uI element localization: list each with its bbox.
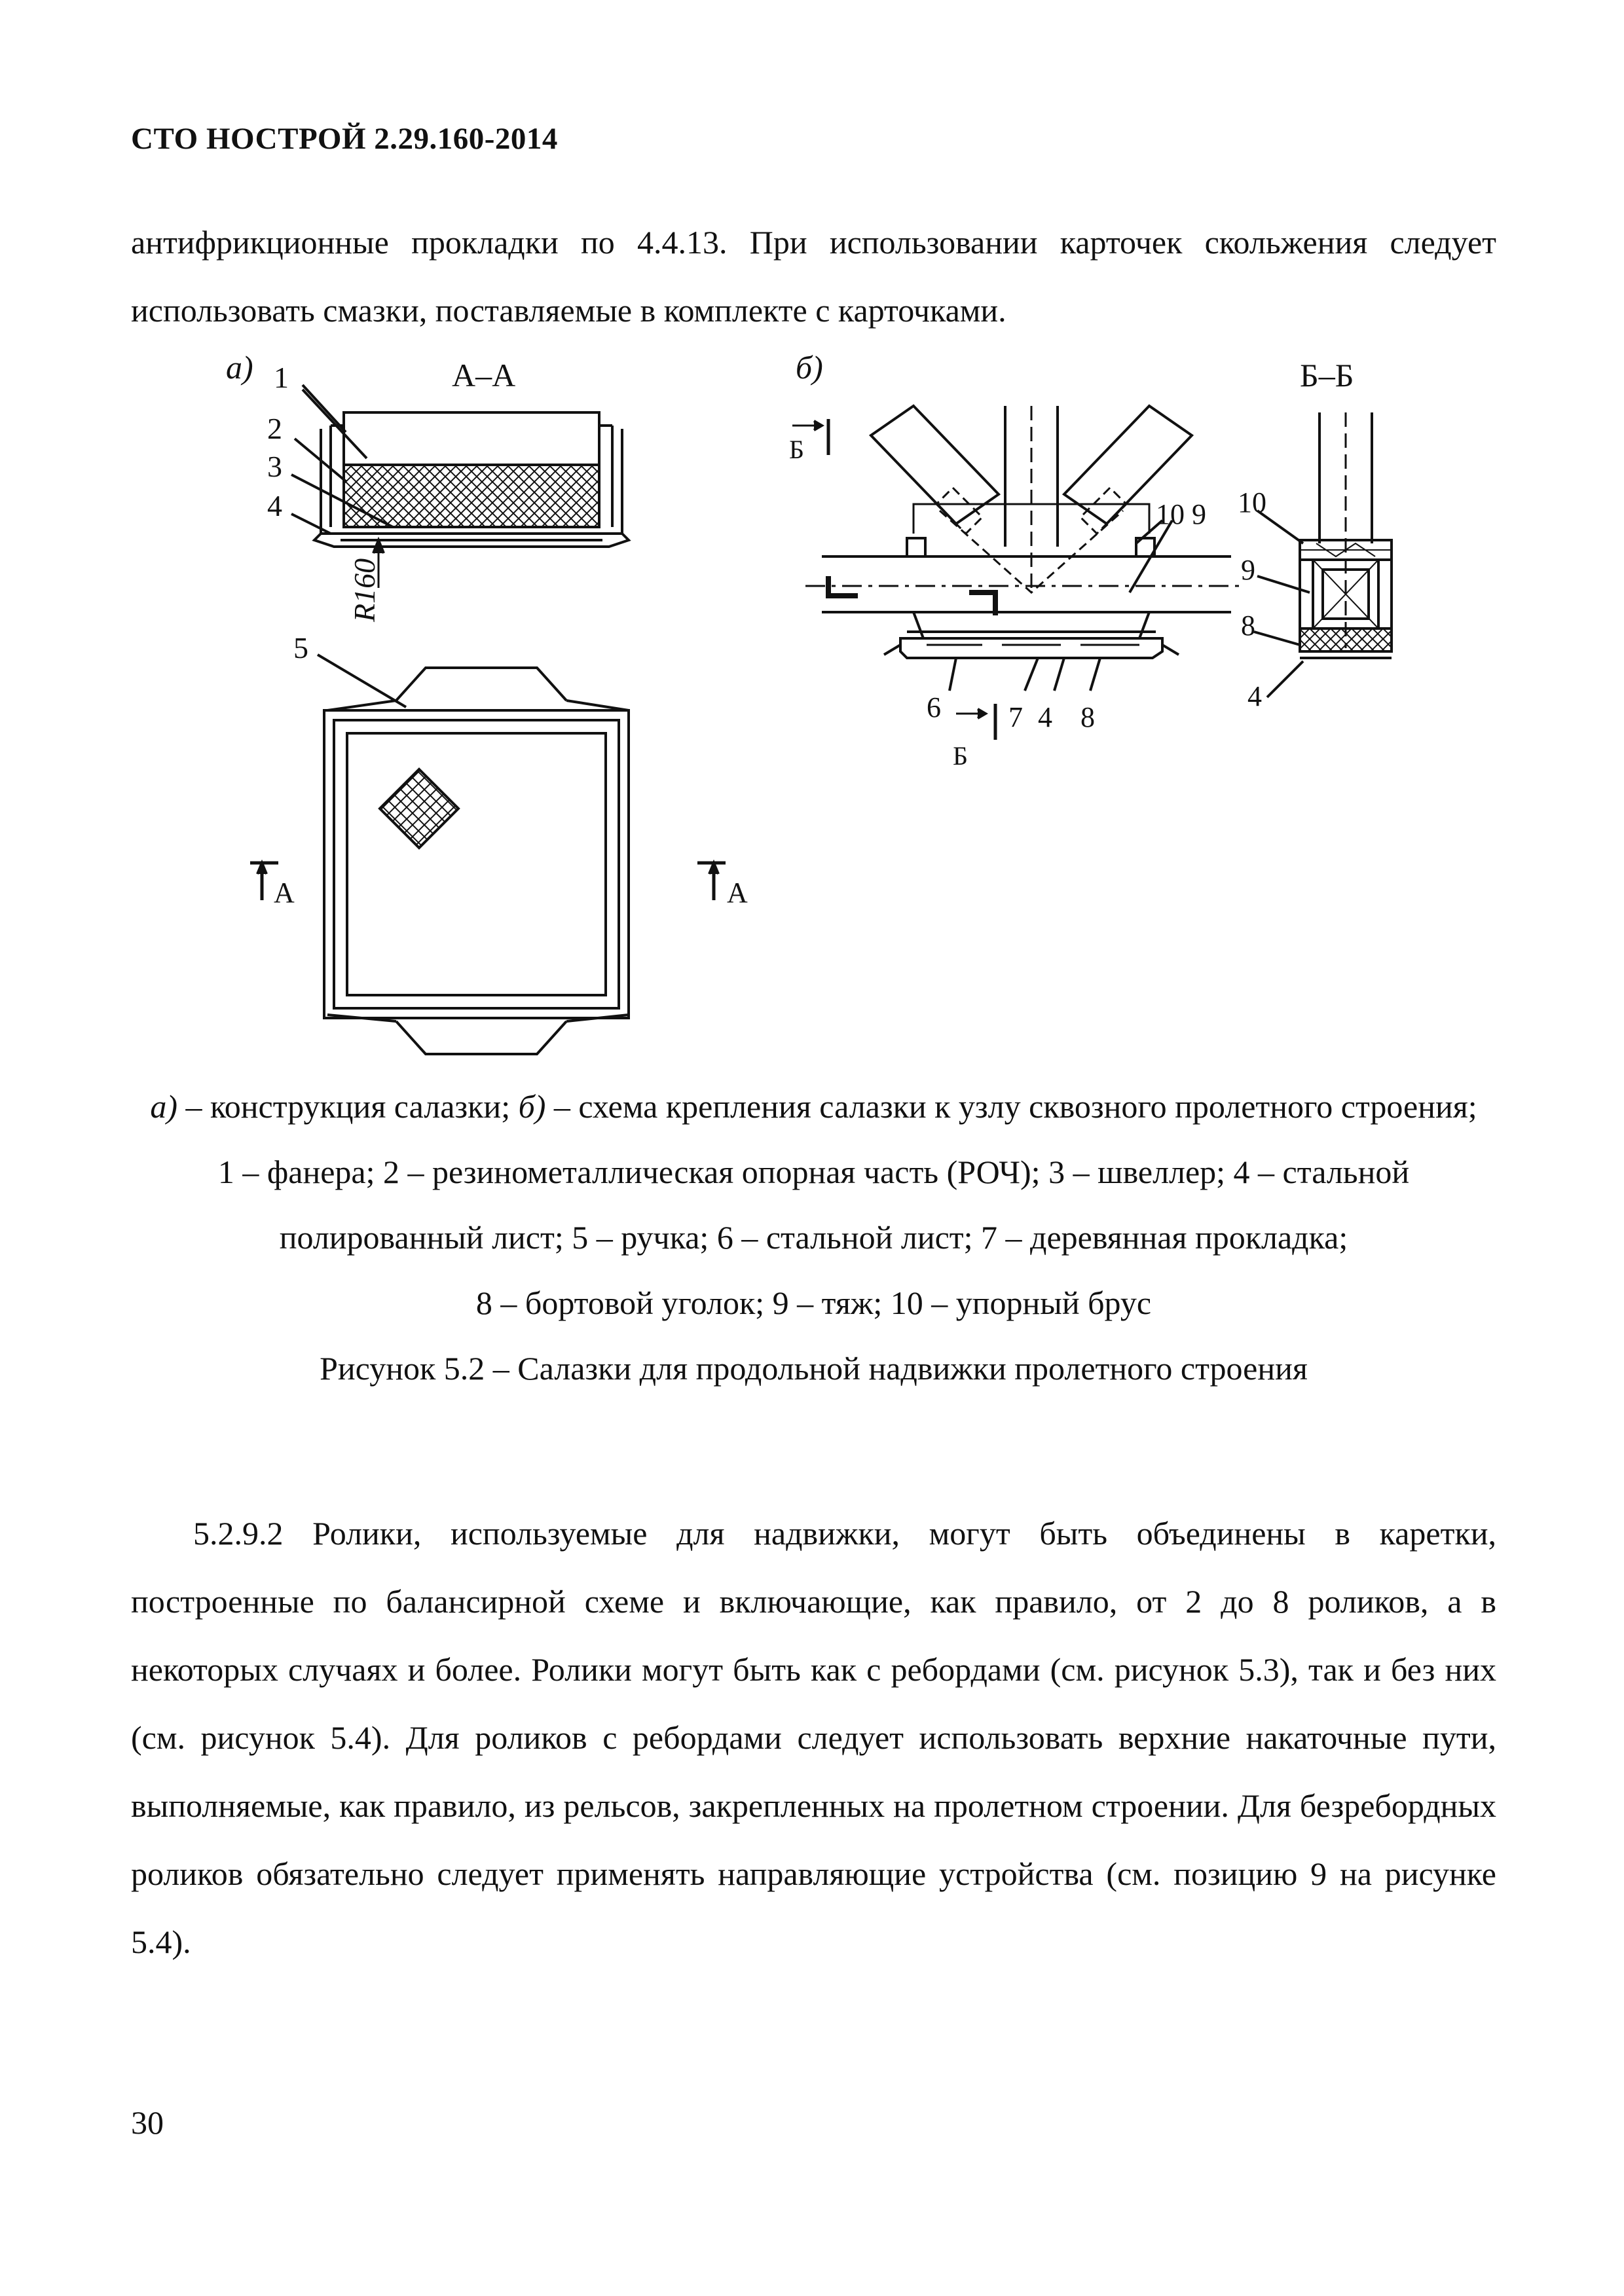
figure-5-2-drawing	[0, 0, 1624, 1113]
cut-label-a-left: А	[274, 877, 295, 909]
callout-4-b: 4	[1038, 701, 1052, 733]
cut-label-b-top: Б	[789, 435, 804, 464]
callout-4-bb: 4	[1247, 680, 1262, 712]
cut-label-a-right: А	[727, 877, 748, 909]
figure-caption	[131, 1074, 1496, 1401]
caption-b-text: – схема крепления салазки к узлу сквозного пролетного строения;	[545, 1088, 1477, 1125]
radius-label: R160	[348, 558, 381, 622]
callout-1-a: 1	[274, 361, 289, 394]
callout-3-a: 3	[267, 450, 282, 483]
callout-5: 5	[293, 631, 308, 665]
document-header: СТО НОСТРОЙ 2.29.160-2014	[131, 122, 558, 156]
callout-4-a: 4	[267, 489, 282, 522]
section-bb-view	[1238, 357, 1392, 712]
section-bb-label: Б–Б	[1300, 357, 1354, 393]
intro-paragraph: антифрикционные прокладки по 4.4.13. При использовании карточек скольжения следует использовать смазки, поставляемые в комплекте с карточками.	[131, 224, 1496, 329]
caption-line-3: 8 – бортовой уголок; 9 – тяж; 10 – упорный брус	[475, 1285, 1152, 1321]
callout-10-b: 10	[1156, 498, 1185, 530]
caption-a-text: – конструкция салазки;	[177, 1088, 519, 1125]
callout-2-a: 2	[267, 412, 282, 445]
callout-10-bb: 10	[1238, 486, 1266, 519]
caption-b-label: б)	[518, 1088, 546, 1125]
section-aa-label: А–А	[452, 357, 516, 393]
callout-9-b: 9	[1192, 498, 1206, 530]
cut-label-b-bottom: Б	[953, 741, 968, 771]
callout-6: 6	[927, 691, 941, 723]
callout-8-b: 8	[1080, 701, 1095, 733]
figure-title: Рисунок 5.2 – Салазки для продольной надвижки пролетного строения	[320, 1350, 1308, 1387]
caption-line-1	[131, 1074, 1496, 1139]
caption-a-label: а)	[150, 1088, 177, 1125]
callout-8-bb: 8	[1241, 610, 1255, 642]
caption-line-2: 1 – фанера; 2 – резинометаллическая опорная часть (РОЧ); 3 – швеллер; 4 – стальной полированный лист; 5 – ручка; 6 – стальной лист; 7 – деревянная прокладка;	[217, 1154, 1410, 1256]
panel-a-label: а)	[226, 349, 253, 386]
page-number: 30	[131, 2104, 164, 2141]
section-aa-view	[226, 349, 629, 623]
node-scheme-view	[789, 349, 1244, 771]
callout-7: 7	[1008, 701, 1023, 733]
plan-view	[250, 631, 748, 1054]
section-5-2-9-2-paragraph: 5.2.9.2 Ролики, используемые для надвижки, могут быть объединены в каретки, построенные по балансирной схеме и включающие, как правило, от 2 до 8 роликов, а в некоторых случаях и более. Ролики могут быть как с ребордами (см. рисунок 5.3), так и без них (см. рисунок 5.4). Для роликов с ребордами следует использовать верхние накаточные пути, выполняемые, как правило, из рельсов, закрепленных на пролетном строении. Для безребордных роликов обязательно следует применять направляющие устройства (см. позицию 9 на рисунке 5.4).	[131, 1515, 1496, 1960]
callout-9-bb: 9	[1241, 554, 1255, 586]
panel-b-label: б)	[796, 349, 823, 386]
